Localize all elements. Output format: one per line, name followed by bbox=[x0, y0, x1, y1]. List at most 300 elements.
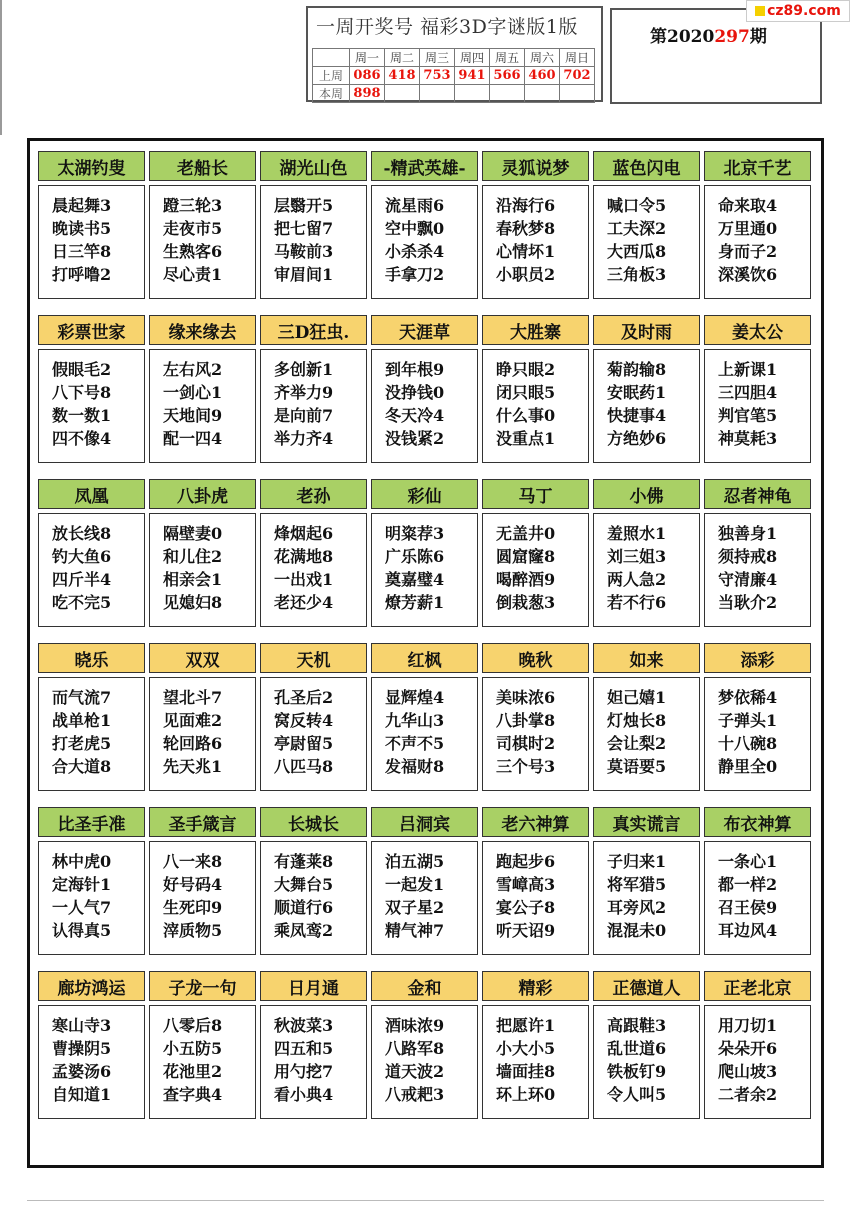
card-body bbox=[371, 677, 478, 791]
riddle-card bbox=[704, 479, 811, 627]
draw-number bbox=[490, 85, 525, 103]
days-row bbox=[313, 49, 595, 67]
riddle-line: 大舞台5 bbox=[274, 875, 334, 894]
card-body bbox=[482, 1005, 589, 1119]
riddle-line: 快捷事4 bbox=[607, 406, 667, 425]
riddle-line: 左右风2 bbox=[163, 360, 223, 379]
riddle-line: 耳旁风2 bbox=[607, 898, 667, 917]
riddle-line: 用勺挖7 bbox=[274, 1062, 334, 1081]
card-title: 大胜寨 bbox=[482, 315, 589, 345]
riddle-line: 美味浓6 bbox=[496, 688, 556, 707]
riddle-line: 沿海行6 bbox=[496, 196, 556, 215]
riddle-line: 道天波2 bbox=[385, 1062, 445, 1081]
weekly-title: 一周开奖号 福彩3D字谜版1版 bbox=[316, 16, 578, 38]
riddle-line: 子归来1 bbox=[607, 852, 667, 871]
riddle-line: 晚读书5 bbox=[52, 219, 112, 238]
riddle-line: 泊五湖5 bbox=[385, 852, 445, 871]
riddle-line: 一条心1 bbox=[718, 852, 778, 871]
riddle-line: 判官笔5 bbox=[718, 406, 778, 425]
riddle-card bbox=[260, 643, 367, 791]
card-title: 长城长 bbox=[260, 807, 367, 837]
draw-number bbox=[455, 85, 490, 103]
riddle-line: 两人急2 bbox=[607, 570, 667, 589]
riddle-line: 发福财8 bbox=[385, 757, 445, 776]
riddle-line: 令人叫5 bbox=[607, 1085, 667, 1104]
riddle-card bbox=[38, 807, 145, 955]
riddle-card bbox=[260, 479, 367, 627]
riddle-line: 环上环0 bbox=[496, 1085, 556, 1104]
riddle-card bbox=[371, 807, 478, 955]
riddle-line: 显辉煌4 bbox=[385, 688, 445, 707]
draw-number bbox=[420, 85, 455, 103]
riddle-line: 八零后8 bbox=[163, 1016, 223, 1035]
riddle-line: 喝醉酒9 bbox=[496, 570, 556, 589]
riddle-line: 八下号8 bbox=[52, 383, 112, 402]
riddle-line: 万里通0 bbox=[718, 219, 778, 238]
riddle-line: 独善身1 bbox=[718, 524, 778, 543]
riddle-line: 跑起步6 bbox=[496, 852, 556, 871]
riddle-line: 梦依稀4 bbox=[718, 688, 778, 707]
riddle-line: 合大道8 bbox=[52, 757, 112, 776]
riddle-line: 打呼噜2 bbox=[52, 265, 112, 284]
riddle-line: 心情坏1 bbox=[496, 242, 556, 261]
riddle-line: 妲己嬉1 bbox=[607, 688, 667, 707]
draw-number bbox=[385, 85, 420, 103]
this-week-row bbox=[313, 85, 595, 103]
riddle-line: 走夜市5 bbox=[163, 219, 223, 238]
riddle-line: 手拿刀2 bbox=[385, 265, 445, 284]
last-week-row bbox=[313, 67, 595, 85]
card-title: 湖光山色 bbox=[260, 151, 367, 181]
day-header: 周四 bbox=[455, 49, 490, 67]
riddle-line: 四斤半4 bbox=[52, 570, 112, 589]
riddle-line: 闭只眼5 bbox=[496, 383, 556, 402]
riddle-line: 上新课1 bbox=[718, 360, 778, 379]
last-week-label: 上周 bbox=[313, 67, 350, 85]
riddle-line: 吃不完5 bbox=[52, 593, 112, 612]
riddle-line: 会让梨2 bbox=[607, 734, 667, 753]
card-title: 比圣手准 bbox=[38, 807, 145, 837]
riddle-line: 一人气7 bbox=[52, 898, 112, 917]
draw-number bbox=[525, 85, 560, 103]
riddle-line: 羞照水1 bbox=[607, 524, 667, 543]
card-title: 红枫 bbox=[371, 643, 478, 673]
riddle-line: 自知道1 bbox=[52, 1085, 112, 1104]
riddle-line: 战单枪1 bbox=[52, 711, 112, 730]
riddle-line: 钓大鱼6 bbox=[52, 547, 112, 566]
card-title: 彩仙 bbox=[371, 479, 478, 509]
card-title: -精武英雄- bbox=[371, 151, 478, 181]
riddle-line: 乱世道6 bbox=[607, 1039, 667, 1058]
card-title: 及时雨 bbox=[593, 315, 700, 345]
riddle-line: 一起发1 bbox=[385, 875, 445, 894]
card-body bbox=[260, 349, 367, 463]
riddle-card bbox=[260, 151, 367, 299]
riddle-line: 顺道行6 bbox=[274, 898, 334, 917]
riddle-line: 菊韵输8 bbox=[607, 360, 667, 379]
card-body bbox=[593, 1005, 700, 1119]
riddle-line: 喊口令5 bbox=[607, 196, 667, 215]
card-title: 八卦虎 bbox=[149, 479, 256, 509]
card-title: 真实谎言 bbox=[593, 807, 700, 837]
riddle-card bbox=[38, 479, 145, 627]
riddle-line: 八一来8 bbox=[163, 852, 223, 871]
riddle-card bbox=[371, 643, 478, 791]
card-body bbox=[260, 841, 367, 955]
card-body bbox=[38, 1005, 145, 1119]
card-title: 晚秋 bbox=[482, 643, 589, 673]
riddle-card bbox=[371, 479, 478, 627]
card-body bbox=[704, 1005, 811, 1119]
card-title: 北京千艺 bbox=[704, 151, 811, 181]
riddle-line: 墙面挂8 bbox=[496, 1062, 556, 1081]
riddle-line: 没挣钱0 bbox=[385, 383, 445, 402]
riddle-card bbox=[38, 315, 145, 463]
card-body bbox=[482, 185, 589, 299]
riddle-line: 守清廉4 bbox=[718, 570, 778, 589]
riddle-card bbox=[704, 315, 811, 463]
card-title: 正老北京 bbox=[704, 971, 811, 1001]
riddle-card bbox=[38, 643, 145, 791]
riddle-line: 须持戒8 bbox=[718, 547, 778, 566]
riddle-line: 三个号3 bbox=[496, 757, 556, 776]
card-body bbox=[593, 677, 700, 791]
day-header: 周五 bbox=[490, 49, 525, 67]
riddle-line: 假眼毛2 bbox=[52, 360, 112, 379]
card-title: 金和 bbox=[371, 971, 478, 1001]
card-body bbox=[482, 841, 589, 955]
riddle-line: 三四胆4 bbox=[718, 383, 778, 402]
card-title: 马丁 bbox=[482, 479, 589, 509]
riddle-line: 精气神7 bbox=[385, 921, 445, 940]
card-title: 忍者神龟 bbox=[704, 479, 811, 509]
riddle-card bbox=[371, 151, 478, 299]
riddle-line: 高跟鞋3 bbox=[607, 1016, 667, 1035]
this-week-label: 本周 bbox=[313, 85, 350, 103]
riddle-line: 八卦掌8 bbox=[496, 711, 556, 730]
riddle-card bbox=[149, 479, 256, 627]
card-title: 如来 bbox=[593, 643, 700, 673]
card-title: 天涯草 bbox=[371, 315, 478, 345]
riddle-card bbox=[149, 643, 256, 791]
riddle-card bbox=[371, 971, 478, 1119]
riddle-line: 流星雨6 bbox=[385, 196, 445, 215]
riddle-line: 亭尉留5 bbox=[274, 734, 334, 753]
riddle-line: 灯烛长8 bbox=[607, 711, 667, 730]
card-body bbox=[38, 677, 145, 791]
riddle-line: 林中虎0 bbox=[52, 852, 112, 871]
draw-number: 460 bbox=[525, 67, 560, 85]
riddle-line: 铁板钉9 bbox=[607, 1062, 667, 1081]
card-body bbox=[371, 513, 478, 627]
logo-text: cz89.com bbox=[767, 3, 841, 19]
riddle-line: 认得真5 bbox=[52, 921, 112, 940]
riddle-card bbox=[593, 315, 700, 463]
draw-number: 566 bbox=[490, 67, 525, 85]
day-header: 周二 bbox=[385, 49, 420, 67]
riddle-line: 冬天冷4 bbox=[385, 406, 445, 425]
riddle-card bbox=[593, 151, 700, 299]
riddle-line: 审眉间1 bbox=[274, 265, 334, 284]
card-body bbox=[704, 349, 811, 463]
day-header: 周日 bbox=[560, 49, 595, 67]
riddle-line: 是向前7 bbox=[274, 406, 334, 425]
card-title: 三D狂虫. bbox=[260, 315, 367, 345]
weekly-results-panel bbox=[306, 6, 603, 102]
riddle-line: 和儿住2 bbox=[163, 547, 223, 566]
card-title: 晓乐 bbox=[38, 643, 145, 673]
riddle-card bbox=[38, 151, 145, 299]
riddle-card bbox=[260, 971, 367, 1119]
riddle-line: 放长线8 bbox=[52, 524, 112, 543]
riddle-line: 花满地8 bbox=[274, 547, 334, 566]
riddle-line: 见媳妇8 bbox=[163, 593, 223, 612]
riddle-line: 窝反转4 bbox=[274, 711, 334, 730]
riddle-line: 把愿许1 bbox=[496, 1016, 556, 1035]
riddle-line: 小杀杀4 bbox=[385, 242, 445, 261]
riddle-line: 轮回路6 bbox=[163, 734, 223, 753]
riddle-line: 层翳开5 bbox=[274, 196, 334, 215]
card-title: 老六神算 bbox=[482, 807, 589, 837]
riddle-line: 一剑心1 bbox=[163, 383, 223, 402]
riddle-line: 到年根9 bbox=[385, 360, 445, 379]
card-body bbox=[149, 185, 256, 299]
riddle-line: 都一样2 bbox=[718, 875, 778, 894]
riddle-line: 尽心责1 bbox=[163, 265, 223, 284]
riddle-line: 秋波菜3 bbox=[274, 1016, 334, 1035]
card-title: 彩票世家 bbox=[38, 315, 145, 345]
riddle-card bbox=[482, 643, 589, 791]
riddle-card bbox=[482, 315, 589, 463]
riddle-line: 晨起舞3 bbox=[52, 196, 112, 215]
riddle-line: 混混未0 bbox=[607, 921, 667, 940]
draw-number bbox=[560, 85, 595, 103]
riddle-line: 十八碗8 bbox=[718, 734, 778, 753]
card-body bbox=[482, 349, 589, 463]
riddle-line: 若不行6 bbox=[607, 593, 667, 612]
draw-number: 753 bbox=[420, 67, 455, 85]
riddle-line: 雪嶂高3 bbox=[496, 875, 556, 894]
riddle-card bbox=[149, 971, 256, 1119]
riddle-line: 望北斗7 bbox=[163, 688, 223, 707]
riddle-line: 乘凤鸾2 bbox=[274, 921, 334, 940]
riddle-line: 有蓬莱8 bbox=[274, 852, 334, 871]
card-body bbox=[149, 513, 256, 627]
riddle-line: 配一四4 bbox=[163, 429, 223, 448]
riddle-line: 查字典4 bbox=[163, 1085, 223, 1104]
riddle-line: 当耿介2 bbox=[718, 593, 778, 612]
card-body bbox=[593, 349, 700, 463]
draw-number: 898 bbox=[350, 85, 385, 103]
riddle-line: 定海针1 bbox=[52, 875, 112, 894]
riddle-line: 召王侯9 bbox=[718, 898, 778, 917]
riddle-line: 命来取4 bbox=[718, 196, 778, 215]
card-body bbox=[371, 841, 478, 955]
riddle-line: 广乐陈6 bbox=[385, 547, 445, 566]
riddle-card bbox=[38, 971, 145, 1119]
riddle-line: 日三竿8 bbox=[52, 242, 112, 261]
riddle-line: 酒味浓9 bbox=[385, 1016, 445, 1035]
riddle-line: 爬山坡3 bbox=[718, 1062, 778, 1081]
card-body bbox=[38, 513, 145, 627]
card-body bbox=[149, 677, 256, 791]
riddle-line: 安眠药1 bbox=[607, 383, 667, 402]
card-title: 老船长 bbox=[149, 151, 256, 181]
riddle-line: 用刀切1 bbox=[718, 1016, 778, 1035]
riddle-line: 隔壁妻0 bbox=[163, 524, 223, 543]
card-title: 圣手箴言 bbox=[149, 807, 256, 837]
draw-number: 086 bbox=[350, 67, 385, 85]
riddle-line: 空中飘0 bbox=[385, 219, 445, 238]
card-title: 双双 bbox=[149, 643, 256, 673]
bottom-divider bbox=[27, 1200, 824, 1201]
riddle-line: 而气流7 bbox=[52, 688, 112, 707]
riddle-line: 圆窟窿8 bbox=[496, 547, 556, 566]
riddle-line: 深溪饮6 bbox=[718, 265, 778, 284]
card-title: 吕洞宾 bbox=[371, 807, 478, 837]
riddle-line: 莫语要5 bbox=[607, 757, 667, 776]
riddle-line: 静里全0 bbox=[718, 757, 778, 776]
riddle-line: 双子星2 bbox=[385, 898, 445, 917]
riddle-card bbox=[593, 807, 700, 955]
card-body bbox=[149, 349, 256, 463]
card-title: 布衣神算 bbox=[704, 807, 811, 837]
riddle-line: 朵朵开6 bbox=[718, 1039, 778, 1058]
card-body bbox=[149, 1005, 256, 1119]
site-logo-link[interactable] bbox=[746, 0, 850, 22]
card-body bbox=[704, 185, 811, 299]
riddle-line: 烽烟起6 bbox=[274, 524, 334, 543]
card-body bbox=[482, 513, 589, 627]
riddle-line: 听天诏9 bbox=[496, 921, 556, 940]
riddle-line: 老还少4 bbox=[274, 593, 334, 612]
riddle-line: 宴公子8 bbox=[496, 898, 556, 917]
issue-panel bbox=[610, 8, 822, 104]
card-title: 凤凰 bbox=[38, 479, 145, 509]
riddle-line: 数一数1 bbox=[52, 406, 112, 425]
riddle-card bbox=[149, 151, 256, 299]
card-title: 老孙 bbox=[260, 479, 367, 509]
issue-suffix: 期 bbox=[749, 27, 767, 47]
riddle-line: 天地间9 bbox=[163, 406, 223, 425]
day-header: 周三 bbox=[420, 49, 455, 67]
riddle-line: 花池里2 bbox=[163, 1062, 223, 1081]
card-title: 姜太公 bbox=[704, 315, 811, 345]
riddle-line: 没重点1 bbox=[496, 429, 556, 448]
riddle-line: 相亲会1 bbox=[163, 570, 223, 589]
riddle-card bbox=[260, 807, 367, 955]
riddle-line: 八戒耙3 bbox=[385, 1085, 445, 1104]
riddle-card bbox=[704, 643, 811, 791]
riddle-line: 睁只眼2 bbox=[496, 360, 556, 379]
riddle-card bbox=[593, 971, 700, 1119]
riddle-line: 刘三姐3 bbox=[607, 547, 667, 566]
riddle-card bbox=[482, 479, 589, 627]
corner-cell bbox=[313, 49, 350, 67]
card-body bbox=[482, 677, 589, 791]
card-title: 天机 bbox=[260, 643, 367, 673]
card-body bbox=[704, 513, 811, 627]
card-body bbox=[260, 513, 367, 627]
card-body bbox=[260, 677, 367, 791]
riddle-line: 见面难2 bbox=[163, 711, 223, 730]
riddle-line: 生死印9 bbox=[163, 898, 223, 917]
riddle-line: 四不像4 bbox=[52, 429, 112, 448]
card-body bbox=[371, 349, 478, 463]
card-title: 精彩 bbox=[482, 971, 589, 1001]
riddle-line: 一出戏1 bbox=[274, 570, 334, 589]
riddle-line: 看小典4 bbox=[274, 1085, 334, 1104]
riddle-line: 滓质物5 bbox=[163, 921, 223, 940]
riddle-card bbox=[149, 807, 256, 955]
riddle-line: 八匹马8 bbox=[274, 757, 334, 776]
riddle-line: 四五和5 bbox=[274, 1039, 334, 1058]
weekly-results-table bbox=[312, 48, 595, 103]
card-title: 日月通 bbox=[260, 971, 367, 1001]
issue-title bbox=[650, 22, 767, 47]
riddle-line: 好号码4 bbox=[163, 875, 223, 894]
card-title: 灵狐说梦 bbox=[482, 151, 589, 181]
riddle-line: 什么事0 bbox=[496, 406, 556, 425]
card-title: 子龙一句 bbox=[149, 971, 256, 1001]
riddle-line: 将军猎5 bbox=[607, 875, 667, 894]
riddle-card bbox=[704, 151, 811, 299]
card-body bbox=[38, 349, 145, 463]
riddle-line: 小五防5 bbox=[163, 1039, 223, 1058]
day-header: 周六 bbox=[525, 49, 560, 67]
riddle-line: 蹬三轮3 bbox=[163, 196, 223, 215]
draw-number: 418 bbox=[385, 67, 420, 85]
riddle-line: 二者余2 bbox=[718, 1085, 778, 1104]
riddle-grid bbox=[27, 138, 824, 1168]
riddle-line: 生熟客6 bbox=[163, 242, 223, 261]
card-body bbox=[593, 185, 700, 299]
riddle-line: 八路军8 bbox=[385, 1039, 445, 1058]
riddle-line: 无盖井0 bbox=[496, 524, 556, 543]
riddle-line: 孟婆汤6 bbox=[52, 1062, 112, 1081]
riddle-card bbox=[371, 315, 478, 463]
card-title: 廊坊鸿运 bbox=[38, 971, 145, 1001]
riddle-line: 子弹头1 bbox=[718, 711, 778, 730]
issue-number: 297 bbox=[714, 27, 750, 47]
riddle-line: 齐举力9 bbox=[274, 383, 334, 402]
card-title: 缘来缘去 bbox=[149, 315, 256, 345]
issue-prefix: 第2020 bbox=[650, 27, 715, 47]
riddle-line: 春秋梦8 bbox=[496, 219, 556, 238]
riddle-line: 寒山寺3 bbox=[52, 1016, 112, 1035]
card-title: 正德道人 bbox=[593, 971, 700, 1001]
card-title: 太湖钓叟 bbox=[38, 151, 145, 181]
riddle-line: 工夫深2 bbox=[607, 219, 667, 238]
left-edge-line bbox=[0, 0, 2, 135]
riddle-line: 明粢荐3 bbox=[385, 524, 445, 543]
riddle-line: 三角板3 bbox=[607, 265, 667, 284]
riddle-line: 举力齐4 bbox=[274, 429, 334, 448]
riddle-line: 方绝妙6 bbox=[607, 429, 667, 448]
riddle-line: 马鞍前3 bbox=[274, 242, 334, 261]
riddle-line: 大西瓜8 bbox=[607, 242, 667, 261]
draw-number: 941 bbox=[455, 67, 490, 85]
card-body bbox=[38, 841, 145, 955]
card-body bbox=[593, 841, 700, 955]
riddle-line: 小大小5 bbox=[496, 1039, 556, 1058]
riddle-card bbox=[593, 479, 700, 627]
riddle-line: 倒栽葱3 bbox=[496, 593, 556, 612]
riddle-line: 把七留7 bbox=[274, 219, 334, 238]
card-title: 小佛 bbox=[593, 479, 700, 509]
riddle-line: 先天兆1 bbox=[163, 757, 223, 776]
riddle-line: 孔圣后2 bbox=[274, 688, 334, 707]
